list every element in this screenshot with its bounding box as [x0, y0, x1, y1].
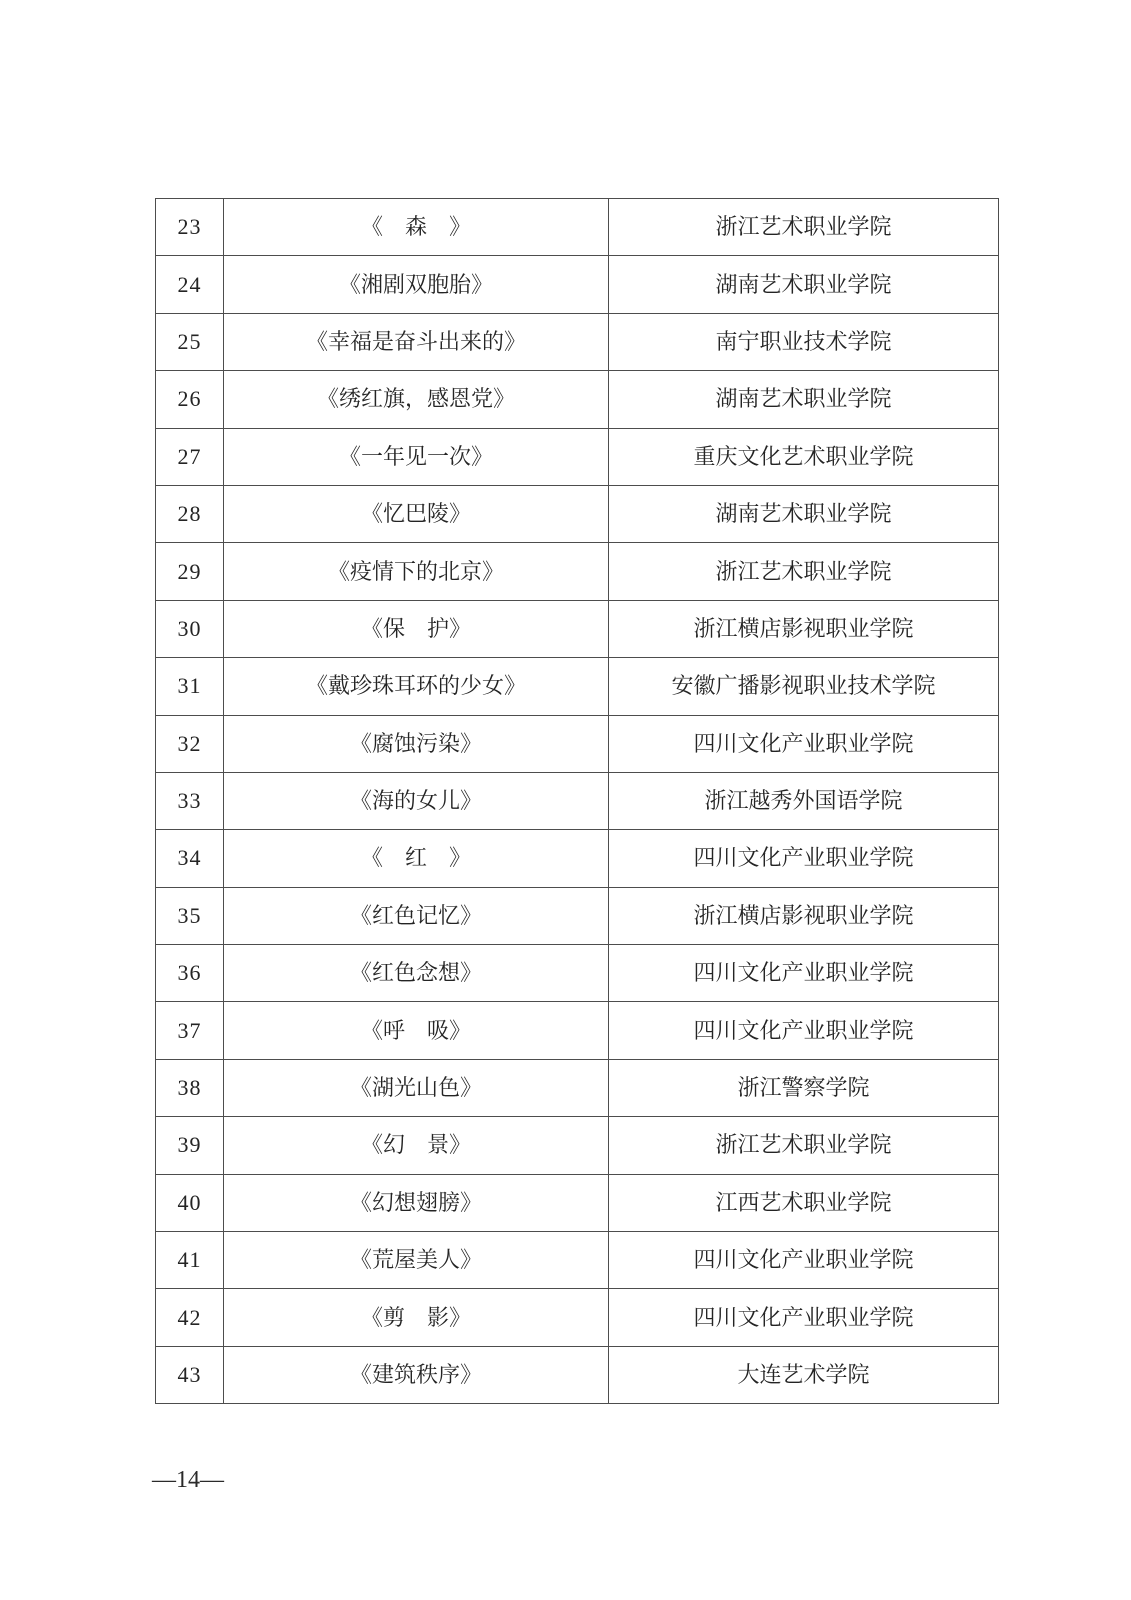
- institution-cell: 湖南艺术职业学院: [609, 485, 999, 542]
- row-number-cell: 30: [156, 600, 224, 657]
- institution-cell: 浙江艺术职业学院: [609, 543, 999, 600]
- table-row: [156, 887, 999, 944]
- table-row: [156, 313, 999, 370]
- table-row: [156, 1289, 999, 1346]
- table-row: [156, 772, 999, 829]
- row-number-cell: 39: [156, 1117, 224, 1174]
- work-title-cell: 《戴珍珠耳环的少女》: [224, 658, 609, 715]
- table-row: [156, 1117, 999, 1174]
- work-title-cell: 《一年见一次》: [224, 428, 609, 485]
- row-number-cell: 32: [156, 715, 224, 772]
- work-title-cell: 《红色念想》: [224, 945, 609, 1002]
- work-title-cell: 《湘剧双胞胎》: [224, 256, 609, 313]
- institution-cell: 江西艺术职业学院: [609, 1174, 999, 1231]
- table-row: [156, 543, 999, 600]
- row-number-cell: 24: [156, 256, 224, 313]
- institution-cell: 四川文化产业职业学院: [609, 830, 999, 887]
- institution-cell: 浙江艺术职业学院: [609, 1117, 999, 1174]
- institution-cell: 浙江横店影视职业学院: [609, 887, 999, 944]
- institution-cell: 浙江越秀外国语学院: [609, 772, 999, 829]
- row-number-cell: 23: [156, 199, 224, 256]
- table-row: [156, 485, 999, 542]
- table-row: [156, 658, 999, 715]
- row-number-cell: 42: [156, 1289, 224, 1346]
- institution-cell: 重庆文化艺术职业学院: [609, 428, 999, 485]
- work-title-cell: 《 红 》: [224, 830, 609, 887]
- work-title-cell: 《红色记忆》: [224, 887, 609, 944]
- works-table: [155, 198, 999, 1404]
- institution-cell: 大连艺术学院: [609, 1346, 999, 1403]
- institution-cell: 浙江艺术职业学院: [609, 199, 999, 256]
- work-title-cell: 《幻 景》: [224, 1117, 609, 1174]
- work-title-cell: 《海的女儿》: [224, 772, 609, 829]
- institution-cell: 安徽广播影视职业技术学院: [609, 658, 999, 715]
- work-title-cell: 《忆巴陵》: [224, 485, 609, 542]
- work-title-cell: 《绣红旗，感恩党》: [224, 371, 609, 428]
- work-title-cell: 《 森 》: [224, 199, 609, 256]
- institution-cell: 四川文化产业职业学院: [609, 1232, 999, 1289]
- table-row: [156, 945, 999, 1002]
- row-number-cell: 38: [156, 1059, 224, 1116]
- page-number: —14—: [152, 1467, 224, 1493]
- row-number-cell: 37: [156, 1002, 224, 1059]
- row-number-cell: 34: [156, 830, 224, 887]
- row-number-cell: 29: [156, 543, 224, 600]
- table-row: [156, 256, 999, 313]
- table-row: [156, 428, 999, 485]
- row-number-cell: 25: [156, 313, 224, 370]
- institution-cell: 湖南艺术职业学院: [609, 256, 999, 313]
- row-number-cell: 27: [156, 428, 224, 485]
- work-title-cell: 《幸福是奋斗出来的》: [224, 313, 609, 370]
- institution-cell: 浙江警察学院: [609, 1059, 999, 1116]
- table-row: [156, 1174, 999, 1231]
- works-table-body: [156, 199, 999, 1404]
- row-number-cell: 26: [156, 371, 224, 428]
- table-row: [156, 715, 999, 772]
- work-title-cell: 《湖光山色》: [224, 1059, 609, 1116]
- table-row: [156, 830, 999, 887]
- work-title-cell: 《呼 吸》: [224, 1002, 609, 1059]
- row-number-cell: 43: [156, 1346, 224, 1403]
- row-number-cell: 41: [156, 1232, 224, 1289]
- row-number-cell: 40: [156, 1174, 224, 1231]
- row-number-cell: 36: [156, 945, 224, 1002]
- table-row: [156, 1059, 999, 1116]
- work-title-cell: 《建筑秩序》: [224, 1346, 609, 1403]
- row-number-cell: 35: [156, 887, 224, 944]
- row-number-cell: 28: [156, 485, 224, 542]
- table-row: [156, 1232, 999, 1289]
- institution-cell: 南宁职业技术学院: [609, 313, 999, 370]
- row-number-cell: 33: [156, 772, 224, 829]
- table-row: [156, 371, 999, 428]
- institution-cell: 四川文化产业职业学院: [609, 945, 999, 1002]
- table-row: [156, 600, 999, 657]
- row-number-cell: 31: [156, 658, 224, 715]
- table-row: [156, 1346, 999, 1403]
- work-title-cell: 《幻想翅膀》: [224, 1174, 609, 1231]
- work-title-cell: 《疫情下的北京》: [224, 543, 609, 600]
- institution-cell: 湖南艺术职业学院: [609, 371, 999, 428]
- table-row: [156, 1002, 999, 1059]
- institution-cell: 四川文化产业职业学院: [609, 715, 999, 772]
- institution-cell: 四川文化产业职业学院: [609, 1289, 999, 1346]
- institution-cell: 浙江横店影视职业学院: [609, 600, 999, 657]
- work-title-cell: 《保 护》: [224, 600, 609, 657]
- institution-cell: 四川文化产业职业学院: [609, 1002, 999, 1059]
- work-title-cell: 《剪 影》: [224, 1289, 609, 1346]
- table-row: [156, 199, 999, 256]
- work-title-cell: 《荒屋美人》: [224, 1232, 609, 1289]
- work-title-cell: 《腐蚀污染》: [224, 715, 609, 772]
